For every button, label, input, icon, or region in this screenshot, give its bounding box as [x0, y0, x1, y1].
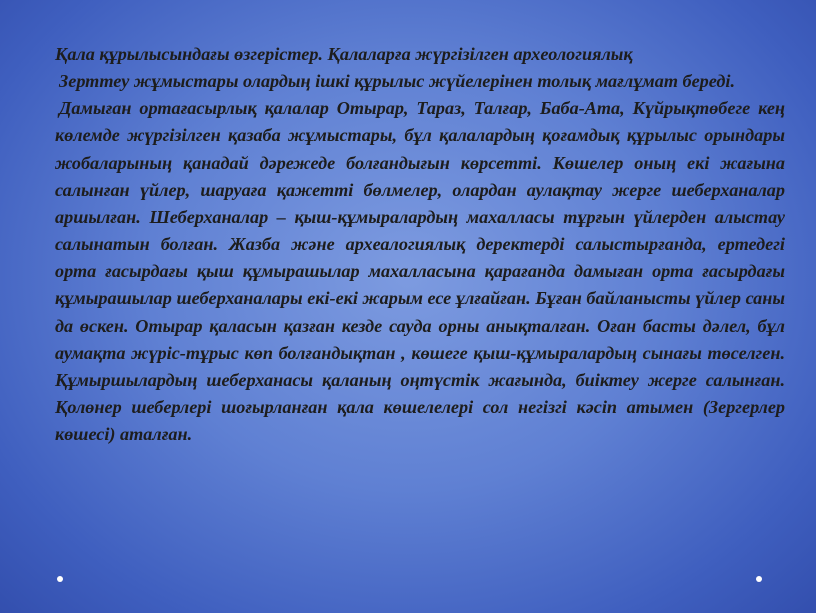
paragraph-1: Зерттеу жұмыстары олардың ішкі құрылыс жүйелерінен толық мағлұмат береді. [59, 71, 736, 92]
bullet-point-right [756, 576, 762, 582]
slide-text-block [55, 41, 785, 448]
slide-title-line: Қала құрылысындағы өзгерістер. Қалаларға жүргізілген археологиялық [55, 44, 633, 64]
paragraph-2: Дамыған ортағасырлық қалалар Отырар, Тараз, Талғар, Баба-Ата, Күйрықтөбеге кең көлемде жүргізілген қазаба жұмыстары, бұл қалалардың қоғамдық құрылыс орындары жобаларының қанадай дәрежеде болғандығын көрсетті. Көшелер оның екі жағына салынған үйлер, шаруаға қажетті бөлмелер, олардан аулақтау жерге шеберханалар аршылған. Шеберханалар – қыш-құмыралардың махалласы тұрғын үйлерден алыстау салынатын болған. Жазба және археалогиялық деректерді салыстырғанда, ертедегі орта ғасырдағы қыш құмырашылар махалласына қарағанда дамыған орта ғасырдағы құмырашылар шеберханалары екі-екі жарым есе ұлғайған. Бұған байланысты үйлер саны да өскен. Отырар қаласын қазған кезде сауда орны анықталған. Оған басты дәлел, бұл аумақта жүріс-тұрыс көп болғандықтан , көшеге қыш-құмыралардың сынағы төселген. Құмыршылардың шеберханасы қаланың оңтүстік жағында, биіктеу жерге салынған. Қолөнер шеберлері шоғырланған қала көшелелері сол негізгі кәсіп атымен (Зергерлер көшесі) аталған. [55, 98, 785, 445]
bullet-point-left [57, 576, 63, 582]
